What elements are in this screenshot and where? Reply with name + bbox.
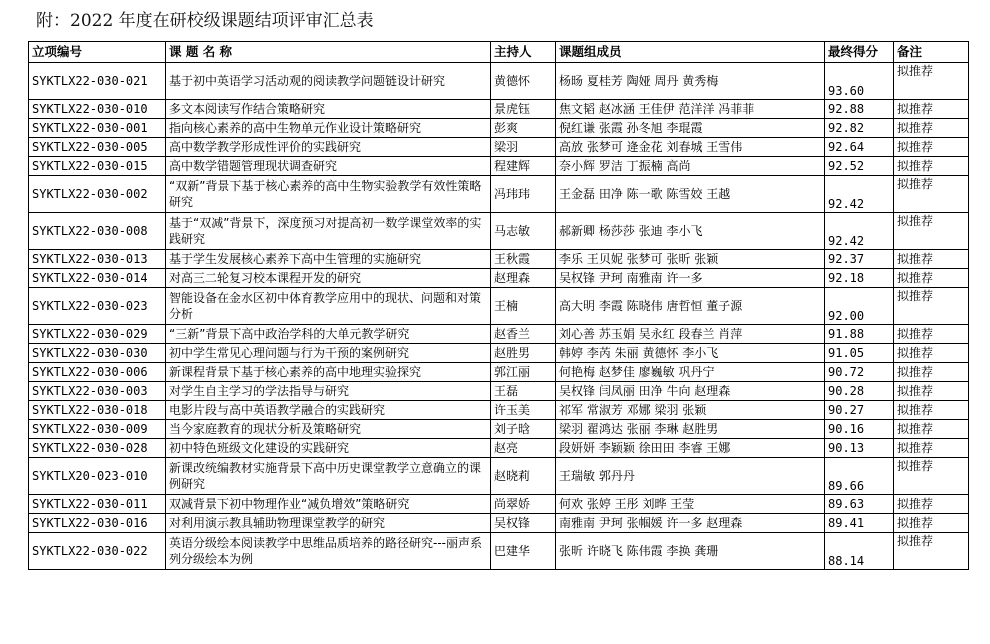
project-title-cell: 新课改统编教材实施背景下高中历史课堂教学立意确立的课例研究 <box>166 458 491 495</box>
note-cell: 拟推荐 <box>894 458 969 495</box>
document-title: 附：2022 年度在研校级课题结项评审汇总表 <box>36 11 374 31</box>
table-row <box>29 213 969 250</box>
project-title-cell: 高中数学教学形成性评价的实践研究 <box>166 138 491 157</box>
project-id-cell: SYKTLX22-030-013 <box>29 250 166 269</box>
project-id-cell: SYKTLX22-030-001 <box>29 119 166 138</box>
table-row <box>29 439 969 458</box>
final-score-cell: 91.05 <box>825 344 894 363</box>
table-row <box>29 119 969 138</box>
project-id-cell: SYKTLX20-023-010 <box>29 458 166 495</box>
table-row <box>29 420 969 439</box>
host-cell: 郭江丽 <box>491 363 556 382</box>
table-row <box>29 100 969 119</box>
table-row <box>29 533 969 570</box>
final-score-cell: 90.16 <box>825 420 894 439</box>
members-cell: 李乐 王贝妮 张梦可 张昕 张颖 <box>556 250 825 269</box>
header-final-score: 最终得分 <box>825 42 894 63</box>
table-row <box>29 250 969 269</box>
project-id-cell: SYKTLX22-030-022 <box>29 533 166 570</box>
members-cell: 吴权锋 闫凤丽 田净 牛向 赵理森 <box>556 382 825 401</box>
project-title-cell: 电影片段与高中英语教学融合的实践研究 <box>166 401 491 420</box>
members-cell: 祁军 常淑芳 邓娜 梁羽 张颖 <box>556 401 825 420</box>
project-id-cell: SYKTLX22-030-010 <box>29 100 166 119</box>
note-cell: 拟推荐 <box>894 344 969 363</box>
project-title-cell: 智能设备在金水区初中体育教学应用中的现状、问题和对策分析 <box>166 288 491 325</box>
project-title-cell: 对利用演示教具辅助物理课堂教学的研究 <box>166 514 491 533</box>
final-score-cell: 92.37 <box>825 250 894 269</box>
project-title-cell: 基于学生发展核心素养下高中生管理的实施研究 <box>166 250 491 269</box>
table-row <box>29 514 969 533</box>
table-row <box>29 495 969 514</box>
final-score-cell: 89.41 <box>825 514 894 533</box>
project-id-cell: SYKTLX22-030-002 <box>29 176 166 213</box>
host-cell: 吴权锋 <box>491 514 556 533</box>
host-cell: 王楠 <box>491 288 556 325</box>
project-id-cell: SYKTLX22-030-006 <box>29 363 166 382</box>
header-members: 课题组成员 <box>556 42 825 63</box>
review-summary-table <box>28 41 969 570</box>
note-cell: 拟推荐 <box>894 63 969 100</box>
project-title-cell: 初中学生常见心理问题与行为干预的案例研究 <box>166 344 491 363</box>
members-cell: 王瑞敏 郭丹丹 <box>556 458 825 495</box>
final-score-cell: 92.42 <box>825 176 894 213</box>
project-title-cell: “三新”背景下高中政治学科的大单元教学研究 <box>166 325 491 344</box>
host-cell: 程建辉 <box>491 157 556 176</box>
project-title-cell: 对学生自主学习的学法指导与研究 <box>166 382 491 401</box>
project-title-cell: “双新”背景下基于核心素养的高中生物实验教学有效性策略研究 <box>166 176 491 213</box>
note-cell: 拟推荐 <box>894 514 969 533</box>
host-cell: 梁羽 <box>491 138 556 157</box>
table-row <box>29 138 969 157</box>
project-title-cell: 基于“双减”背景下，深度预习对提高初一数学课堂效率的实践研究 <box>166 213 491 250</box>
members-cell: 何欢 张婷 王彤 刘晔 王莹 <box>556 495 825 514</box>
final-score-cell: 90.72 <box>825 363 894 382</box>
host-cell: 彭爽 <box>491 119 556 138</box>
host-cell: 赵香兰 <box>491 325 556 344</box>
final-score-cell: 92.64 <box>825 138 894 157</box>
host-cell: 王秋霞 <box>491 250 556 269</box>
note-cell: 拟推荐 <box>894 250 969 269</box>
project-id-cell: SYKTLX22-030-008 <box>29 213 166 250</box>
header-project-title: 课 题 名 称 <box>166 42 491 63</box>
project-title-cell: 初中特色班级文化建设的实践研究 <box>166 439 491 458</box>
note-cell: 拟推荐 <box>894 325 969 344</box>
host-cell: 刘子晗 <box>491 420 556 439</box>
final-score-cell: 92.42 <box>825 213 894 250</box>
note-cell: 拟推荐 <box>894 439 969 458</box>
note-cell: 拟推荐 <box>894 495 969 514</box>
project-id-cell: SYKTLX22-030-018 <box>29 401 166 420</box>
table-row <box>29 401 969 420</box>
project-id-cell: SYKTLX22-030-015 <box>29 157 166 176</box>
final-score-cell: 88.14 <box>825 533 894 570</box>
project-title-cell: 双减背景下初中物理作业“减负增效”策略研究 <box>166 495 491 514</box>
host-cell: 许玉美 <box>491 401 556 420</box>
final-score-cell: 92.82 <box>825 119 894 138</box>
table-row <box>29 458 969 495</box>
project-title-cell: 基于初中英语学习活动观的阅读教学问题链设计研究 <box>166 63 491 100</box>
note-cell: 拟推荐 <box>894 401 969 420</box>
final-score-cell: 89.63 <box>825 495 894 514</box>
project-title-cell: 指向核心素养的高中生物单元作业设计策略研究 <box>166 119 491 138</box>
note-cell: 拟推荐 <box>894 157 969 176</box>
note-cell: 拟推荐 <box>894 213 969 250</box>
project-id-cell: SYKTLX22-030-009 <box>29 420 166 439</box>
host-cell: 尚翠娇 <box>491 495 556 514</box>
note-cell: 拟推荐 <box>894 176 969 213</box>
note-cell: 拟推荐 <box>894 138 969 157</box>
members-cell: 吴权锋 尹珂 南雅南 许一多 <box>556 269 825 288</box>
table-row <box>29 157 969 176</box>
table-row <box>29 344 969 363</box>
project-id-cell: SYKTLX22-030-028 <box>29 439 166 458</box>
host-cell: 黄德怀 <box>491 63 556 100</box>
project-id-cell: SYKTLX22-030-016 <box>29 514 166 533</box>
project-id-cell: SYKTLX22-030-029 <box>29 325 166 344</box>
note-cell: 拟推荐 <box>894 533 969 570</box>
table-row <box>29 269 969 288</box>
members-cell: 焦文韬 赵冰涵 王佳伊 范洋洋 冯菲菲 <box>556 100 825 119</box>
host-cell: 王磊 <box>491 382 556 401</box>
final-score-cell: 92.88 <box>825 100 894 119</box>
project-id-cell: SYKTLX22-030-011 <box>29 495 166 514</box>
final-score-cell: 90.13 <box>825 439 894 458</box>
members-cell: 韩婷 李芮 朱丽 黄德怀 李小飞 <box>556 344 825 363</box>
host-cell: 赵理森 <box>491 269 556 288</box>
project-id-cell: SYKTLX22-030-003 <box>29 382 166 401</box>
host-cell: 赵亮 <box>491 439 556 458</box>
final-score-cell: 92.00 <box>825 288 894 325</box>
project-title-cell: 对高三二轮复习校本课程开发的研究 <box>166 269 491 288</box>
header-host: 主持人 <box>491 42 556 63</box>
host-cell: 马志敏 <box>491 213 556 250</box>
host-cell: 巴建华 <box>491 533 556 570</box>
header-project-id: 立项编号 <box>29 42 166 63</box>
table-row <box>29 363 969 382</box>
members-cell: 高大明 李霞 陈晓伟 唐哲恒 董子源 <box>556 288 825 325</box>
members-cell: 高放 张梦可 逄金花 刘春城 王雪伟 <box>556 138 825 157</box>
members-cell: 梁羽 翟鸿达 张丽 李琳 赵胜男 <box>556 420 825 439</box>
project-id-cell: SYKTLX22-030-023 <box>29 288 166 325</box>
project-title-cell: 多文本阅读写作结合策略研究 <box>166 100 491 119</box>
members-cell: 奈小辉 罗洁 丁振楠 高尚 <box>556 157 825 176</box>
host-cell: 景虎钰 <box>491 100 556 119</box>
table-row <box>29 63 969 100</box>
project-id-cell: SYKTLX22-030-030 <box>29 344 166 363</box>
final-score-cell: 93.60 <box>825 63 894 100</box>
note-cell: 拟推荐 <box>894 363 969 382</box>
project-id-cell: SYKTLX22-030-005 <box>29 138 166 157</box>
final-score-cell: 90.27 <box>825 401 894 420</box>
note-cell: 拟推荐 <box>894 288 969 325</box>
table-row <box>29 288 969 325</box>
table-header-row <box>29 42 969 63</box>
members-cell: 张昕 许晓飞 陈伟霞 李换 龚珊 <box>556 533 825 570</box>
final-score-cell: 91.88 <box>825 325 894 344</box>
members-cell: 刘心善 苏玉娟 吴永红 段春兰 肖萍 <box>556 325 825 344</box>
members-cell: 段妍妍 李颖颖 徐田田 李睿 王娜 <box>556 439 825 458</box>
members-cell: 王金磊 田净 陈一歌 陈雪姣 王越 <box>556 176 825 213</box>
project-title-cell: 高中数学错题管理现状调查研究 <box>166 157 491 176</box>
note-cell: 拟推荐 <box>894 420 969 439</box>
table-row <box>29 176 969 213</box>
final-score-cell: 92.18 <box>825 269 894 288</box>
members-cell: 南雅南 尹珂 张帼媛 许一多 赵理森 <box>556 514 825 533</box>
table-row <box>29 325 969 344</box>
final-score-cell: 89.66 <box>825 458 894 495</box>
note-cell: 拟推荐 <box>894 382 969 401</box>
note-cell: 拟推荐 <box>894 119 969 138</box>
members-cell: 杨旸 夏桂芳 陶娅 周丹 黄秀梅 <box>556 63 825 100</box>
project-id-cell: SYKTLX22-030-021 <box>29 63 166 100</box>
members-cell: 何艳梅 赵梦佳 廖巍敏 巩丹宁 <box>556 363 825 382</box>
project-id-cell: SYKTLX22-030-014 <box>29 269 166 288</box>
final-score-cell: 92.52 <box>825 157 894 176</box>
header-note: 备注 <box>894 42 969 63</box>
final-score-cell: 90.28 <box>825 382 894 401</box>
host-cell: 冯玮玮 <box>491 176 556 213</box>
project-title-cell: 新课程背景下基于核心素养的高中地理实验探究 <box>166 363 491 382</box>
project-title-cell: 英语分级绘本阅读教学中思维品质培养的路径研究---丽声系列分级绘本为例 <box>166 533 491 570</box>
project-title-cell: 当今家庭教育的现状分析及策略研究 <box>166 420 491 439</box>
members-cell: 倪红谦 张霞 孙冬旭 李琨霞 <box>556 119 825 138</box>
host-cell: 赵晓莉 <box>491 458 556 495</box>
table-row <box>29 382 969 401</box>
note-cell: 拟推荐 <box>894 269 969 288</box>
note-cell: 拟推荐 <box>894 100 969 119</box>
members-cell: 郝新卿 杨莎莎 张迪 李小飞 <box>556 213 825 250</box>
host-cell: 赵胜男 <box>491 344 556 363</box>
